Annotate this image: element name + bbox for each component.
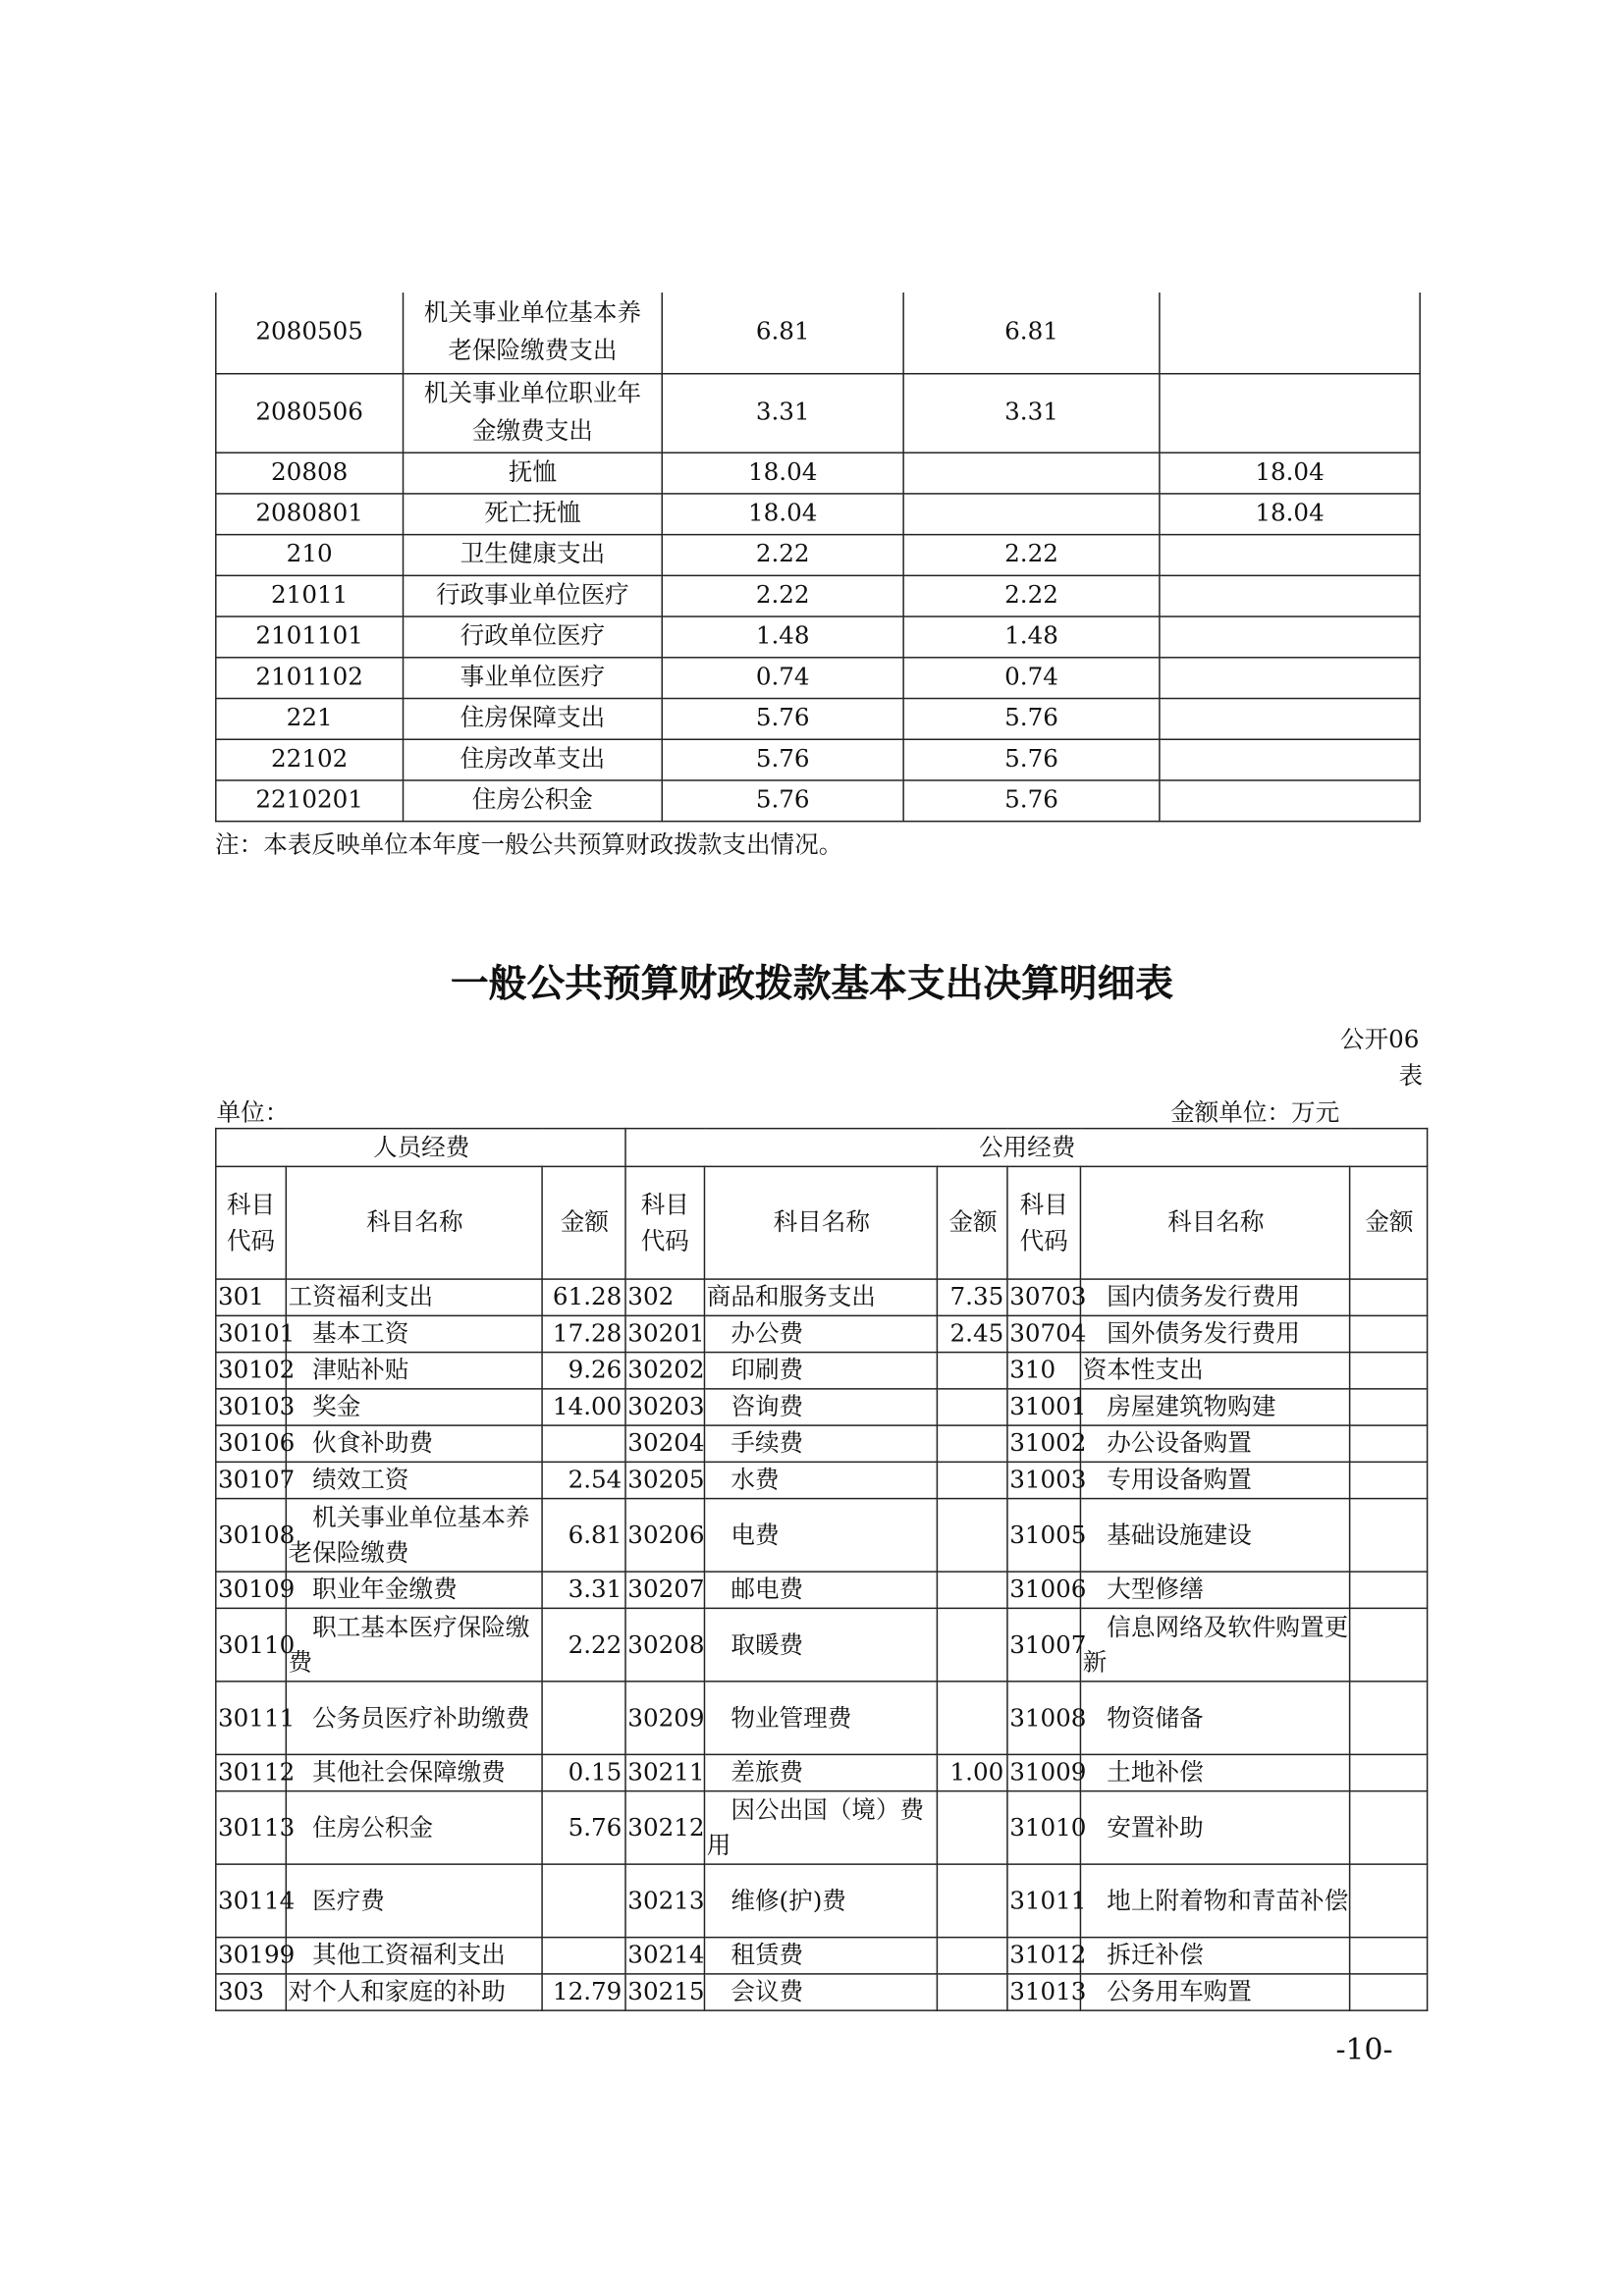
name-cell: 咨询费 bbox=[705, 1389, 938, 1425]
name-cell: 行政事业单位医疗 bbox=[404, 575, 663, 616]
project-cell bbox=[1160, 575, 1420, 616]
basic-cell: 5.76 bbox=[903, 739, 1160, 780]
code-cell: 30203 bbox=[625, 1389, 704, 1425]
name-cell: 住房公积金 bbox=[286, 1791, 542, 1865]
amount-cell bbox=[1350, 1315, 1428, 1352]
project-cell bbox=[1160, 657, 1420, 698]
basic-cell: 2.22 bbox=[903, 534, 1160, 575]
basic-cell: 1.48 bbox=[903, 615, 1160, 657]
name-cell: 电费 bbox=[705, 1499, 938, 1573]
code-cell: 2210201 bbox=[216, 779, 404, 821]
table-row bbox=[216, 1425, 1428, 1462]
table-row bbox=[216, 575, 1420, 616]
total-cell: 2.22 bbox=[662, 534, 903, 575]
name-cell: 其他工资福利支出 bbox=[286, 1938, 542, 1974]
code-cell: 30110 bbox=[216, 1608, 287, 1682]
code-cell: 30103 bbox=[216, 1389, 287, 1425]
name-cell: 地上附着物和青苗补偿 bbox=[1080, 1864, 1349, 1938]
basic-cell: 0.74 bbox=[903, 657, 1160, 698]
code-cell: 31005 bbox=[1007, 1499, 1081, 1573]
name-cell: 取暖费 bbox=[705, 1608, 938, 1682]
code-cell: 31002 bbox=[1007, 1425, 1081, 1462]
amount-cell bbox=[542, 1864, 625, 1938]
name-cell: 土地补偿 bbox=[1080, 1754, 1349, 1790]
amount-cell bbox=[937, 1608, 1007, 1682]
name-header: 科目名称 bbox=[286, 1166, 542, 1279]
table-row bbox=[216, 1938, 1428, 1974]
code-cell: 30214 bbox=[625, 1938, 704, 1974]
name-cell: 奖金 bbox=[286, 1389, 542, 1425]
name-cell: 职业年金缴费 bbox=[286, 1572, 542, 1608]
name-cell: 差旅费 bbox=[705, 1754, 938, 1790]
table-row bbox=[216, 534, 1420, 575]
name-cell: 工资福利支出 bbox=[286, 1279, 542, 1315]
table-row bbox=[216, 1353, 1428, 1389]
code-cell: 30212 bbox=[625, 1791, 704, 1865]
amount-cell: 2.22 bbox=[542, 1608, 625, 1682]
table-row bbox=[216, 1864, 1428, 1938]
table-row bbox=[216, 1791, 1428, 1865]
basic-cell bbox=[903, 452, 1160, 493]
table-row bbox=[216, 615, 1420, 657]
name-cell: 邮电费 bbox=[705, 1572, 938, 1608]
name-cell: 维修(护)费 bbox=[705, 1864, 938, 1938]
name-cell: 因公出国（境）费用 bbox=[705, 1791, 938, 1865]
name-cell: 机关事业单位基本养老保险缴费 bbox=[286, 1499, 542, 1573]
name-cell: 医疗费 bbox=[286, 1864, 542, 1938]
table-row bbox=[216, 1608, 1428, 1682]
name-cell: 租赁费 bbox=[705, 1938, 938, 1974]
amount-cell: 3.31 bbox=[542, 1572, 625, 1608]
name-cell: 国内债务发行费用 bbox=[1080, 1279, 1349, 1315]
name-cell: 物资储备 bbox=[1080, 1682, 1349, 1755]
project-cell bbox=[1160, 534, 1420, 575]
project-cell bbox=[1160, 739, 1420, 780]
code-cell: 30101 bbox=[216, 1315, 287, 1352]
code-cell: 30215 bbox=[625, 1974, 704, 2010]
page-number: -10- bbox=[1335, 2031, 1393, 2067]
basic-cell: 2.22 bbox=[903, 575, 1160, 616]
code-cell: 310 bbox=[1007, 1353, 1081, 1389]
amount-header: 金额 bbox=[542, 1166, 625, 1279]
amount-cell bbox=[937, 1499, 1007, 1573]
code-cell: 30114 bbox=[216, 1864, 287, 1938]
code-cell: 30205 bbox=[625, 1462, 704, 1498]
expenditure-table-continued bbox=[215, 293, 1421, 822]
name-cell: 住房保障支出 bbox=[404, 698, 663, 739]
name-cell: 抚恤 bbox=[404, 452, 663, 493]
amount-cell: 2.54 bbox=[542, 1462, 625, 1498]
code-cell: 2101101 bbox=[216, 615, 404, 657]
code-cell: 2101102 bbox=[216, 657, 404, 698]
project-cell bbox=[1160, 615, 1420, 657]
unit-label: 单位： bbox=[216, 1098, 290, 1127]
basic-cell: 5.76 bbox=[903, 779, 1160, 821]
code-cell: 210 bbox=[216, 534, 404, 575]
basic-cell: 6.81 bbox=[903, 293, 1160, 373]
name-cell: 国外债务发行费用 bbox=[1080, 1315, 1349, 1352]
code-cell: 302 bbox=[625, 1279, 704, 1315]
code-cell: 30703 bbox=[1007, 1279, 1081, 1315]
amount-cell bbox=[937, 1864, 1007, 1938]
table-row bbox=[216, 293, 1420, 373]
name-cell: 专用设备购置 bbox=[1080, 1462, 1349, 1498]
name-cell: 卫生健康支出 bbox=[404, 534, 663, 575]
table-number-suffix: 表 bbox=[1398, 1061, 1424, 1091]
table-note: 注：本表反映单位本年度一般公共预算财政拨款支出情况。 bbox=[215, 830, 843, 859]
code-header: 科目代码 bbox=[216, 1166, 287, 1279]
name-cell: 房屋建筑物购建 bbox=[1080, 1389, 1349, 1425]
amount-cell bbox=[1350, 1864, 1428, 1938]
name-cell: 商品和服务支出 bbox=[705, 1279, 938, 1315]
name-cell: 会议费 bbox=[705, 1974, 938, 2010]
amount-cell bbox=[542, 1425, 625, 1462]
name-cell: 基础设施建设 bbox=[1080, 1499, 1349, 1573]
name-cell: 基本工资 bbox=[286, 1315, 542, 1352]
amount-header: 金额 bbox=[937, 1166, 1007, 1279]
name-cell: 住房改革支出 bbox=[404, 739, 663, 780]
name-cell: 信息网络及软件购置更新 bbox=[1080, 1608, 1349, 1682]
name-cell: 物业管理费 bbox=[705, 1682, 938, 1755]
amount-cell: 61.28 bbox=[542, 1279, 625, 1315]
table-row bbox=[216, 1974, 1428, 2010]
basic-cell: 3.31 bbox=[903, 373, 1160, 452]
code-cell: 2080505 bbox=[216, 293, 404, 373]
basic-cell: 5.76 bbox=[903, 698, 1160, 739]
total-cell: 18.04 bbox=[662, 493, 903, 534]
table-row bbox=[216, 657, 1420, 698]
amount-cell bbox=[1350, 1572, 1428, 1608]
code-cell: 30106 bbox=[216, 1425, 287, 1462]
amount-cell bbox=[1350, 1791, 1428, 1865]
amount-cell bbox=[1350, 1754, 1428, 1790]
amount-cell: 2.45 bbox=[937, 1315, 1007, 1352]
name-header: 科目名称 bbox=[1080, 1166, 1349, 1279]
code-cell: 20808 bbox=[216, 452, 404, 493]
table-row bbox=[216, 1279, 1428, 1315]
table-row bbox=[216, 739, 1420, 780]
code-cell: 30112 bbox=[216, 1754, 287, 1790]
code-cell: 2080801 bbox=[216, 493, 404, 534]
code-cell: 301 bbox=[216, 1279, 287, 1315]
table-row bbox=[216, 1315, 1428, 1352]
code-cell: 303 bbox=[216, 1974, 287, 2010]
basic-cell bbox=[903, 493, 1160, 534]
name-cell: 对个人和家庭的补助 bbox=[286, 1974, 542, 2010]
table-row bbox=[216, 493, 1420, 534]
amount-cell: 1.00 bbox=[937, 1754, 1007, 1790]
code-cell: 30107 bbox=[216, 1462, 287, 1498]
amount-cell: 9.26 bbox=[542, 1353, 625, 1389]
name-cell: 资本性支出 bbox=[1080, 1353, 1349, 1389]
amount-cell: 0.15 bbox=[542, 1754, 625, 1790]
amount-cell bbox=[1350, 1608, 1428, 1682]
code-header: 科目代码 bbox=[625, 1166, 704, 1279]
total-cell: 0.74 bbox=[662, 657, 903, 698]
code-cell: 31012 bbox=[1007, 1938, 1081, 1974]
code-cell: 30102 bbox=[216, 1353, 287, 1389]
code-cell: 31011 bbox=[1007, 1864, 1081, 1938]
total-cell: 2.22 bbox=[662, 575, 903, 616]
amount-cell bbox=[937, 1425, 1007, 1462]
amount-cell bbox=[1350, 1389, 1428, 1425]
table-row bbox=[216, 779, 1420, 821]
amount-cell bbox=[937, 1682, 1007, 1755]
name-cell: 伙食补助费 bbox=[286, 1425, 542, 1462]
amount-cell: 14.00 bbox=[542, 1389, 625, 1425]
amount-cell bbox=[937, 1974, 1007, 2010]
amount-cell: 6.81 bbox=[542, 1499, 625, 1573]
name-cell: 印刷费 bbox=[705, 1353, 938, 1389]
code-cell: 31010 bbox=[1007, 1791, 1081, 1865]
amount-cell bbox=[1350, 1353, 1428, 1389]
amount-cell bbox=[1350, 1682, 1428, 1755]
name-cell: 办公设备购置 bbox=[1080, 1425, 1349, 1462]
amount-header: 金额 bbox=[1350, 1166, 1428, 1279]
code-cell: 30109 bbox=[216, 1572, 287, 1608]
code-cell: 31008 bbox=[1007, 1682, 1081, 1755]
name-cell: 机关事业单位基本养老保险缴费支出 bbox=[404, 293, 663, 373]
name-cell: 大型修缮 bbox=[1080, 1572, 1349, 1608]
project-cell bbox=[1160, 698, 1420, 739]
amount-cell bbox=[1350, 1974, 1428, 2010]
name-cell: 水费 bbox=[705, 1462, 938, 1498]
code-cell: 31013 bbox=[1007, 1974, 1081, 2010]
name-cell: 事业单位医疗 bbox=[404, 657, 663, 698]
table-row bbox=[216, 1754, 1428, 1790]
name-header: 科目名称 bbox=[705, 1166, 938, 1279]
code-header: 科目代码 bbox=[1007, 1166, 1081, 1279]
code-cell: 30213 bbox=[625, 1864, 704, 1938]
code-cell: 2080506 bbox=[216, 373, 404, 452]
table-row bbox=[216, 452, 1420, 493]
name-cell: 职工基本医疗保险缴费 bbox=[286, 1608, 542, 1682]
code-cell: 21011 bbox=[216, 575, 404, 616]
amount-cell bbox=[1350, 1499, 1428, 1573]
amount-cell bbox=[542, 1682, 625, 1755]
basic-expenditure-detail-table bbox=[215, 1128, 1428, 2011]
amount-cell bbox=[1350, 1462, 1428, 1498]
code-cell: 31001 bbox=[1007, 1389, 1081, 1425]
name-cell: 手续费 bbox=[705, 1425, 938, 1462]
code-cell: 31009 bbox=[1007, 1754, 1081, 1790]
code-cell: 30108 bbox=[216, 1499, 287, 1573]
amount-cell: 12.79 bbox=[542, 1974, 625, 2010]
name-cell: 办公费 bbox=[705, 1315, 938, 1352]
code-cell: 30704 bbox=[1007, 1315, 1081, 1352]
table-row bbox=[216, 698, 1420, 739]
table-row bbox=[216, 1572, 1428, 1608]
total-cell: 5.76 bbox=[662, 779, 903, 821]
code-cell: 30111 bbox=[216, 1682, 287, 1755]
total-cell: 1.48 bbox=[662, 615, 903, 657]
code-cell: 30201 bbox=[625, 1315, 704, 1352]
amount-cell bbox=[937, 1791, 1007, 1865]
table-row bbox=[216, 1682, 1428, 1755]
table-number: 公开06 bbox=[1339, 1025, 1420, 1053]
code-cell: 30202 bbox=[625, 1353, 704, 1389]
amount-cell bbox=[937, 1572, 1007, 1608]
total-cell: 18.04 bbox=[662, 452, 903, 493]
table-row bbox=[216, 373, 1420, 452]
amount-cell bbox=[1350, 1425, 1428, 1462]
name-cell: 公务员医疗补助缴费 bbox=[286, 1682, 542, 1755]
code-cell: 30204 bbox=[625, 1425, 704, 1462]
amount-cell: 7.35 bbox=[937, 1279, 1007, 1315]
total-cell: 5.76 bbox=[662, 698, 903, 739]
total-cell: 3.31 bbox=[662, 373, 903, 452]
name-cell: 行政单位医疗 bbox=[404, 615, 663, 657]
project-cell: 18.04 bbox=[1160, 493, 1420, 534]
amount-cell bbox=[937, 1938, 1007, 1974]
code-cell: 221 bbox=[216, 698, 404, 739]
total-cell: 6.81 bbox=[662, 293, 903, 373]
code-cell: 30207 bbox=[625, 1572, 704, 1608]
amount-cell bbox=[937, 1353, 1007, 1389]
amount-cell bbox=[542, 1938, 625, 1974]
table-row bbox=[216, 1389, 1428, 1425]
project-cell bbox=[1160, 779, 1420, 821]
code-cell: 30206 bbox=[625, 1499, 704, 1573]
code-cell: 30199 bbox=[216, 1938, 287, 1974]
code-cell: 30209 bbox=[625, 1682, 704, 1755]
amount-cell bbox=[937, 1389, 1007, 1425]
group-header-public: 公用经费 bbox=[625, 1129, 1428, 1167]
name-cell: 绩效工资 bbox=[286, 1462, 542, 1498]
name-cell: 其他社会保障缴费 bbox=[286, 1754, 542, 1790]
total-cell: 5.76 bbox=[662, 739, 903, 780]
amount-unit-label: 金额单位：万元 bbox=[1170, 1098, 1340, 1127]
code-cell: 30113 bbox=[216, 1791, 287, 1865]
amount-cell: 17.28 bbox=[542, 1315, 625, 1352]
page-title: 一般公共预算财政拨款基本支出决算明细表 bbox=[450, 962, 1174, 1007]
table-row bbox=[216, 1462, 1428, 1498]
name-cell: 机关事业单位职业年金缴费支出 bbox=[404, 373, 663, 452]
amount-cell: 5.76 bbox=[542, 1791, 625, 1865]
table-row bbox=[216, 1499, 1428, 1573]
code-cell: 30208 bbox=[625, 1608, 704, 1682]
project-cell bbox=[1160, 373, 1420, 452]
amount-cell bbox=[1350, 1938, 1428, 1974]
name-cell: 公务用车购置 bbox=[1080, 1974, 1349, 2010]
group-header-personnel: 人员经费 bbox=[216, 1129, 625, 1167]
name-cell: 拆迁补偿 bbox=[1080, 1938, 1349, 1974]
name-cell: 安置补助 bbox=[1080, 1791, 1349, 1865]
code-cell: 31007 bbox=[1007, 1608, 1081, 1682]
code-cell: 30211 bbox=[625, 1754, 704, 1790]
name-cell: 津贴补贴 bbox=[286, 1353, 542, 1389]
code-cell: 31006 bbox=[1007, 1572, 1081, 1608]
amount-cell bbox=[937, 1462, 1007, 1498]
name-cell: 死亡抚恤 bbox=[404, 493, 663, 534]
name-cell: 住房公积金 bbox=[404, 779, 663, 821]
amount-cell bbox=[1350, 1279, 1428, 1315]
code-cell: 31003 bbox=[1007, 1462, 1081, 1498]
project-cell bbox=[1160, 293, 1420, 373]
code-cell: 22102 bbox=[216, 739, 404, 780]
project-cell: 18.04 bbox=[1160, 452, 1420, 493]
